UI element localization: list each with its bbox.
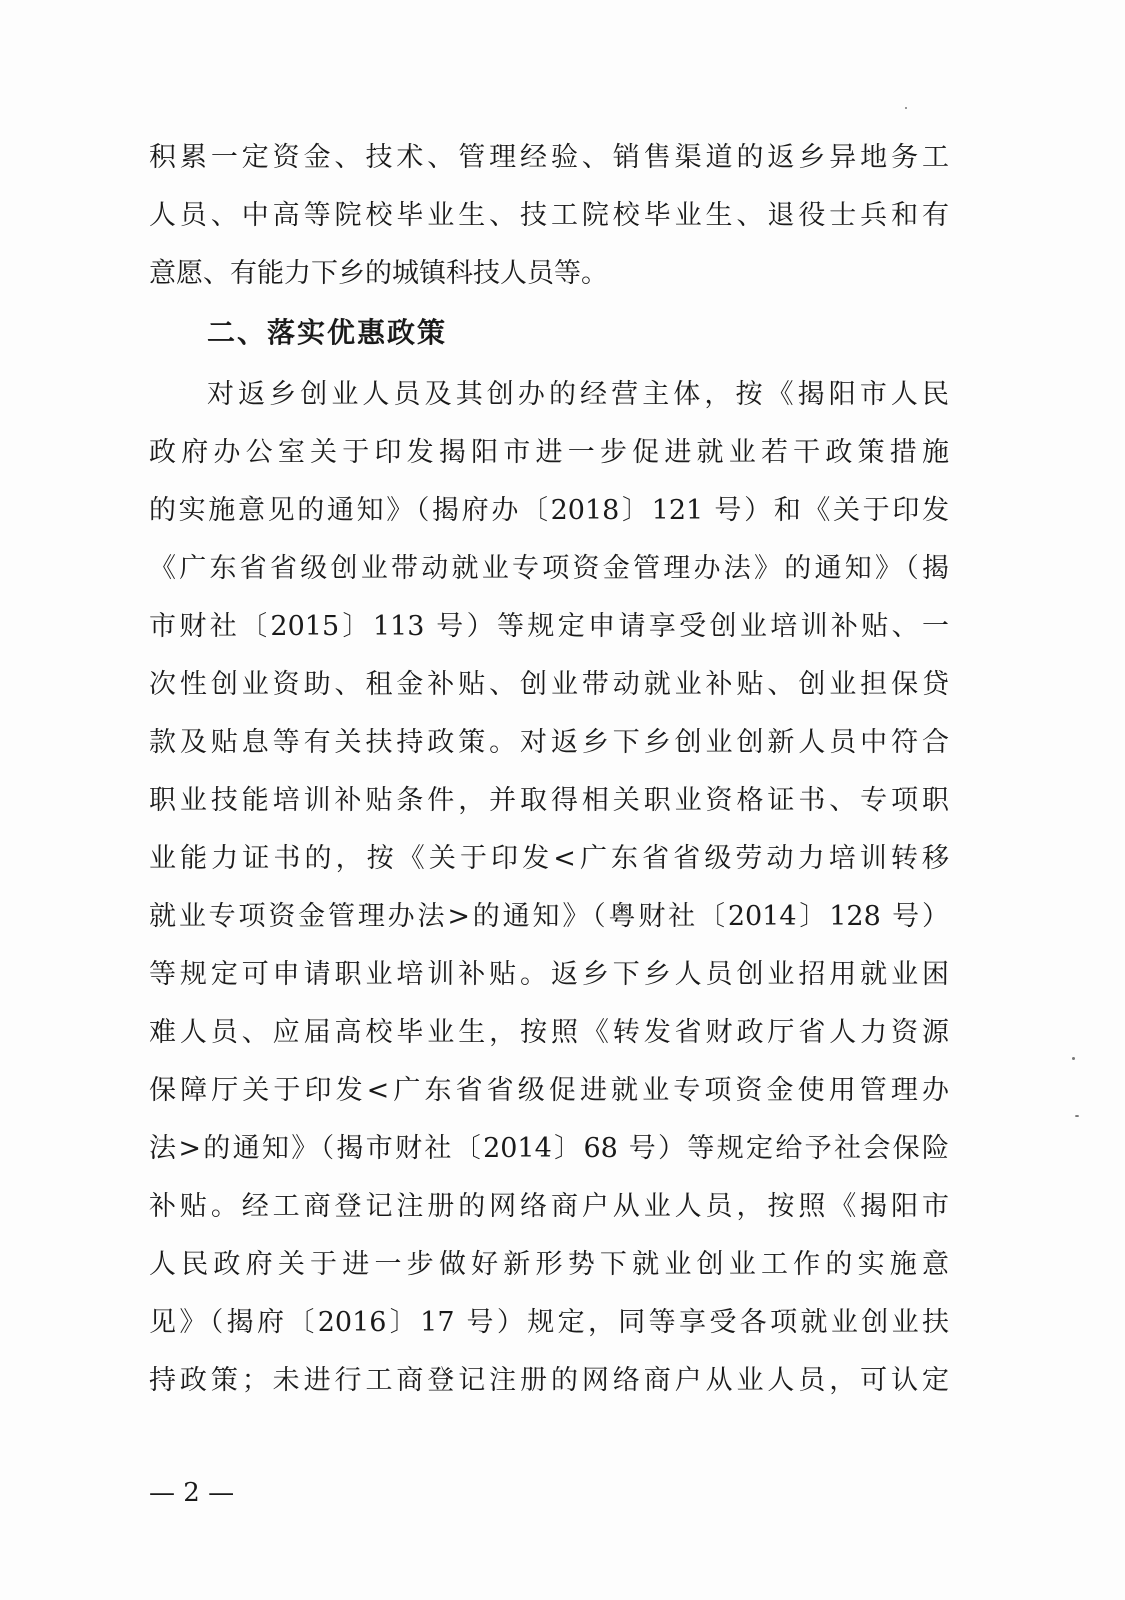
paragraph-line: 法>的通知》（揭市财社〔2014〕68 号）等规定给予社会保险	[149, 1133, 949, 1164]
paragraph-line: 等规定可申请职业培训补贴。返乡下乡人员创业招用就业困	[149, 959, 949, 990]
paragraph-line: 就业专项资金管理办法>的通知》（粤财社〔2014〕128 号）	[149, 901, 949, 932]
paragraph-line: 职业技能培训补贴条件，并取得相关职业资格证书、专项职	[149, 785, 949, 816]
paragraph-line: 保障厅关于印发<广东省省级促进就业专项资金使用管理办	[149, 1075, 949, 1106]
text-line: 人员、中高等院校毕业生、技工院校毕业生、退役士兵和有	[149, 200, 949, 231]
paragraph-line: 的实施意见的通知》（揭府办〔2018〕121 号）和《关于印发	[149, 495, 949, 526]
paragraph-line: 见》（揭府〔2016〕17 号）规定，同等享受各项就业创业扶	[149, 1307, 949, 1338]
page-number: — 2 —	[149, 1478, 235, 1508]
paragraph-line: 补贴。经工商登记注册的网络商户从业人员，按照《揭阳市	[149, 1191, 949, 1222]
section-heading: 二、落实优惠政策	[207, 316, 448, 349]
paragraph-line: 市财社〔2015〕113 号）等规定申请享受创业培训补贴、一	[149, 611, 949, 642]
text-line: 积累一定资金、技术、管理经验、销售渠道的返乡异地务工	[149, 142, 949, 173]
paragraph-line: 《广东省省级创业带动就业专项资金管理办法》的通知》（揭	[149, 553, 949, 584]
scan-speck	[905, 107, 907, 109]
paragraph-line: 持政策；未进行工商登记注册的网络商户从业人员，可认定	[149, 1365, 949, 1396]
scan-speck	[1072, 1057, 1075, 1060]
scan-speck	[1075, 1115, 1079, 1117]
paragraph-line: 业能力证书的，按《关于印发<广东省省级劳动力培训转移	[149, 843, 949, 874]
paragraph-line: 难人员、应届高校毕业生，按照《转发省财政厅省人力资源	[149, 1017, 949, 1048]
paragraph-line: 政府办公室关于印发揭阳市进一步促进就业若干政策措施	[149, 437, 949, 468]
text-line: 意愿、有能力下乡的城镇科技人员等。	[149, 258, 608, 289]
paragraph-line: 次性创业资助、租金补贴、创业带动就业补贴、创业担保贷	[149, 669, 949, 700]
paragraph-line: 人民政府关于进一步做好新形势下就业创业工作的实施意	[149, 1249, 949, 1280]
paragraph-line: 款及贴息等有关扶持政策。对返乡下乡创业创新人员中符合	[149, 727, 949, 758]
paragraph-line: 对返乡创业人员及其创办的经营主体，按《揭阳市人民	[207, 379, 949, 410]
